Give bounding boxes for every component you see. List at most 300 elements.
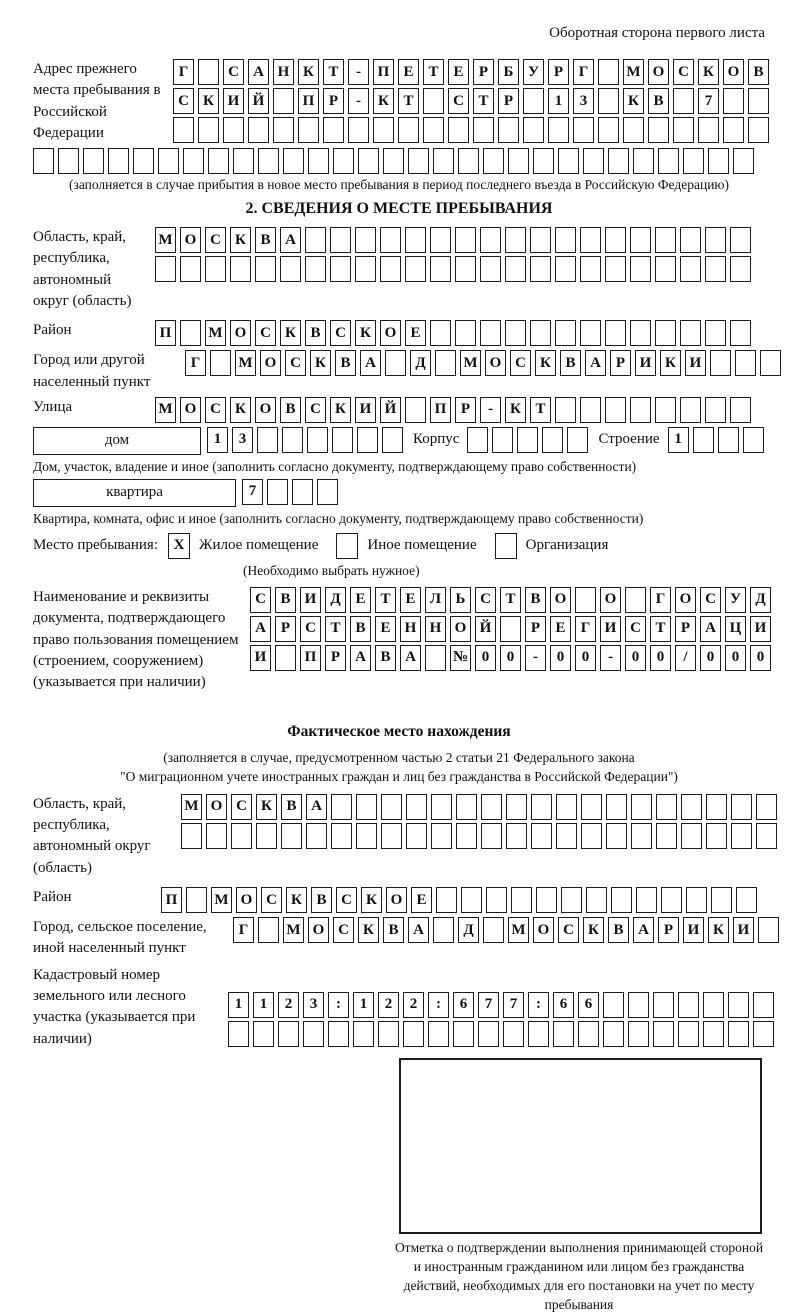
char-box — [257, 427, 278, 453]
char-box — [756, 823, 777, 849]
char-box: Й — [248, 88, 269, 114]
char-box — [731, 794, 752, 820]
char-box: В — [281, 794, 302, 820]
char-box — [542, 427, 563, 453]
char-box — [708, 148, 729, 174]
char-box — [753, 1021, 774, 1047]
char-box: М — [181, 794, 202, 820]
street-label: Улица — [33, 398, 73, 415]
char-box — [381, 823, 402, 849]
char-box — [448, 117, 469, 143]
char-box — [305, 256, 326, 282]
char-box: Р — [525, 616, 546, 642]
char-box — [756, 794, 777, 820]
char-box — [486, 887, 507, 913]
char-box: 6 — [553, 992, 574, 1018]
char-box: Д — [410, 350, 431, 376]
char-box — [473, 117, 494, 143]
char-box — [356, 794, 377, 820]
char-box: К — [256, 794, 277, 820]
char-box: П — [300, 645, 321, 671]
char-box — [267, 479, 288, 505]
char-box — [498, 117, 519, 143]
char-box — [357, 427, 378, 453]
stay-type-label: Место пребывания: — [33, 537, 158, 554]
char-box: С — [333, 917, 354, 943]
char-box: Р — [323, 88, 344, 114]
char-box: Ь — [450, 587, 471, 613]
char-box: 0 — [550, 645, 571, 671]
char-box — [380, 227, 401, 253]
char-box: 3 — [573, 88, 594, 114]
apartment-caption: Квартира, комната, офис и иное (заполнить согласно документу, подтверждающему право собственности) — [33, 510, 644, 526]
char-box: - — [480, 397, 501, 423]
char-box — [603, 1021, 624, 1047]
char-box — [356, 823, 377, 849]
char-box — [380, 256, 401, 282]
char-box: С — [336, 887, 357, 913]
char-box — [630, 256, 651, 282]
char-box — [598, 117, 619, 143]
char-box — [706, 794, 727, 820]
char-box — [382, 427, 403, 453]
region-row-2 — [155, 256, 751, 282]
char-box — [681, 794, 702, 820]
korpus-label: Корпус — [413, 430, 460, 447]
char-box — [693, 427, 714, 453]
char-box — [58, 148, 79, 174]
char-box: К — [355, 320, 376, 346]
char-box — [406, 794, 427, 820]
char-box: Е — [375, 616, 396, 642]
char-box — [186, 887, 207, 913]
char-box: Д — [325, 587, 346, 613]
char-box: 1 — [668, 427, 689, 453]
char-box — [705, 227, 726, 253]
char-box — [481, 794, 502, 820]
char-box: И — [683, 917, 704, 943]
char-box — [703, 992, 724, 1018]
char-box — [455, 320, 476, 346]
char-box — [530, 256, 551, 282]
cadastral-row-1 — [228, 992, 774, 1018]
char-box — [683, 148, 704, 174]
char-box: : — [528, 992, 549, 1018]
char-box: Ц — [725, 616, 746, 642]
char-box: К — [361, 887, 382, 913]
char-box — [355, 227, 376, 253]
char-box: : — [328, 992, 349, 1018]
char-box: 3 — [303, 992, 324, 1018]
stroenie-label: Строение — [598, 430, 660, 447]
char-box — [753, 992, 774, 1018]
char-box — [406, 823, 427, 849]
char-box: 7 — [242, 479, 263, 505]
char-box: О — [485, 350, 506, 376]
char-box — [431, 823, 452, 849]
char-box: К — [298, 59, 319, 85]
char-box — [555, 227, 576, 253]
char-box: К — [230, 397, 251, 423]
city-row — [185, 350, 781, 376]
char-box: О — [180, 397, 201, 423]
char-box — [255, 256, 276, 282]
char-box: Д — [750, 587, 771, 613]
char-box: В — [305, 320, 326, 346]
char-box: : — [428, 992, 449, 1018]
char-box — [405, 256, 426, 282]
char-box: У — [725, 587, 746, 613]
actual-district-block — [33, 887, 765, 913]
char-box: 2 — [278, 992, 299, 1018]
char-box: П — [430, 397, 451, 423]
char-box — [108, 148, 129, 174]
char-box: К — [698, 59, 719, 85]
char-box — [508, 148, 529, 174]
char-box — [511, 887, 532, 913]
char-box: К — [286, 887, 307, 913]
char-box: С — [330, 320, 351, 346]
char-box — [282, 427, 303, 453]
char-box — [748, 88, 769, 114]
char-box: К — [330, 397, 351, 423]
char-box — [233, 148, 254, 174]
confirmation-stamp-box — [399, 1058, 762, 1234]
char-box: Т — [530, 397, 551, 423]
char-box — [605, 256, 626, 282]
char-box: С — [625, 616, 646, 642]
char-box: М — [211, 887, 232, 913]
char-box: С — [205, 397, 226, 423]
char-box — [461, 887, 482, 913]
char-box: К — [505, 397, 526, 423]
char-box — [718, 427, 739, 453]
char-box — [517, 427, 538, 453]
char-box — [605, 397, 626, 423]
char-box — [531, 794, 552, 820]
char-box: С — [558, 917, 579, 943]
char-box — [278, 1021, 299, 1047]
char-box — [483, 148, 504, 174]
char-box — [480, 227, 501, 253]
char-box — [580, 320, 601, 346]
char-box: П — [155, 320, 176, 346]
char-box: И — [300, 587, 321, 613]
char-box — [730, 227, 751, 253]
char-box: 1 — [253, 992, 274, 1018]
char-box: Т — [323, 59, 344, 85]
char-box: О — [206, 794, 227, 820]
char-box: В — [525, 587, 546, 613]
char-box — [723, 88, 744, 114]
char-box — [656, 823, 677, 849]
char-box — [455, 227, 476, 253]
char-box — [223, 117, 244, 143]
char-box: 1 — [548, 88, 569, 114]
char-box: Е — [405, 320, 426, 346]
char-box — [581, 823, 602, 849]
char-box — [423, 88, 444, 114]
document-row-3 — [250, 645, 771, 671]
korpus-row — [467, 427, 588, 453]
actual-location-caption-1: (заполняется в случае, предусмотренном частью 2 статьи 21 Федерального закона — [163, 750, 635, 766]
char-box — [83, 148, 104, 174]
char-box — [655, 227, 676, 253]
char-box: Т — [473, 88, 494, 114]
stay-type-hint: (Необходимо выбрать нужное) — [243, 562, 420, 578]
char-box — [648, 117, 669, 143]
char-box: О — [230, 320, 251, 346]
char-box — [173, 117, 194, 143]
char-box: О — [386, 887, 407, 913]
char-box: С — [261, 887, 282, 913]
char-box: М — [508, 917, 529, 943]
char-box: Е — [550, 616, 571, 642]
char-box — [180, 320, 201, 346]
char-box: С — [300, 616, 321, 642]
house-type-box: дом — [33, 427, 201, 455]
char-box: О — [533, 917, 554, 943]
char-box — [523, 88, 544, 114]
char-box: Т — [650, 616, 671, 642]
char-box — [348, 117, 369, 143]
char-box: С — [510, 350, 531, 376]
char-box — [598, 88, 619, 114]
char-box — [133, 148, 154, 174]
char-box — [328, 1021, 349, 1047]
char-box — [705, 397, 726, 423]
char-box — [555, 397, 576, 423]
char-box: А — [400, 645, 421, 671]
char-box — [680, 320, 701, 346]
char-box — [480, 320, 501, 346]
char-box: Р — [275, 616, 296, 642]
char-box: И — [355, 397, 376, 423]
prev-address-row-1 — [173, 59, 769, 85]
char-box: Е — [400, 587, 421, 613]
char-box: С — [700, 587, 721, 613]
char-box: О — [180, 227, 201, 253]
char-box: А — [350, 645, 371, 671]
char-box: О — [648, 59, 669, 85]
char-box — [706, 823, 727, 849]
char-box — [730, 320, 751, 346]
char-box — [628, 1021, 649, 1047]
char-box — [758, 917, 779, 943]
char-box — [355, 256, 376, 282]
char-box: К — [358, 917, 379, 943]
char-box — [298, 117, 319, 143]
district-label: Район — [33, 322, 72, 339]
char-box — [653, 992, 674, 1018]
char-box: Д — [458, 917, 479, 943]
char-box — [456, 823, 477, 849]
prev-address-label: Адрес прежнего места пребывания в Российской Федерации — [33, 61, 161, 141]
char-box — [573, 117, 594, 143]
char-box: Г — [173, 59, 194, 85]
cadastral-row-2 — [228, 1021, 774, 1047]
char-box: Л — [425, 587, 446, 613]
char-box: В — [748, 59, 769, 85]
char-box — [308, 148, 329, 174]
char-box — [625, 587, 646, 613]
char-box — [500, 616, 521, 642]
char-box — [633, 148, 654, 174]
char-box — [198, 59, 219, 85]
char-box — [680, 256, 701, 282]
house-line — [33, 427, 765, 455]
char-box — [606, 794, 627, 820]
char-box — [556, 823, 577, 849]
char-box — [530, 320, 551, 346]
char-box: С — [250, 587, 271, 613]
char-box — [630, 227, 651, 253]
char-box — [536, 887, 557, 913]
char-box — [280, 256, 301, 282]
char-box — [548, 117, 569, 143]
char-box — [578, 1021, 599, 1047]
char-box: Т — [500, 587, 521, 613]
char-box: Р — [473, 59, 494, 85]
char-box — [605, 227, 626, 253]
char-box — [398, 117, 419, 143]
char-box: А — [700, 616, 721, 642]
char-box: Р — [548, 59, 569, 85]
char-box — [580, 256, 601, 282]
actual-region-label: Область, край, республика, автономный округ (область) — [33, 795, 151, 876]
char-box — [658, 148, 679, 174]
char-box: И — [223, 88, 244, 114]
char-box: К — [230, 227, 251, 253]
char-box: 1 — [353, 992, 374, 1018]
char-box — [631, 823, 652, 849]
option-organization-label: Организация — [525, 537, 609, 554]
char-box — [208, 148, 229, 174]
char-box — [480, 256, 501, 282]
region-rows — [155, 227, 751, 282]
char-box — [258, 917, 279, 943]
actual-region-row-2 — [181, 823, 777, 849]
char-box: М — [460, 350, 481, 376]
stay-type-line — [33, 533, 765, 559]
char-box — [307, 427, 328, 453]
char-box: А — [250, 616, 271, 642]
char-box — [292, 479, 313, 505]
checkbox-residential: X — [168, 533, 190, 559]
char-box — [230, 256, 251, 282]
char-box: 7 — [503, 992, 524, 1018]
char-box — [558, 148, 579, 174]
char-box: Е — [398, 59, 419, 85]
char-box: К — [623, 88, 644, 114]
apartment-line — [33, 479, 765, 507]
char-box — [180, 256, 201, 282]
char-box — [333, 148, 354, 174]
char-box — [505, 256, 526, 282]
char-box: О — [675, 587, 696, 613]
char-box — [656, 794, 677, 820]
char-box: А — [633, 917, 654, 943]
char-box: С — [673, 59, 694, 85]
char-box: Й — [475, 616, 496, 642]
char-box: М — [235, 350, 256, 376]
char-box — [678, 1021, 699, 1047]
char-box: Г — [573, 59, 594, 85]
char-box — [198, 117, 219, 143]
char-box: 7 — [478, 992, 499, 1018]
document-row-2 — [250, 616, 771, 642]
house-number-row — [207, 427, 403, 453]
char-box — [730, 397, 751, 423]
char-box: О — [600, 587, 621, 613]
char-box — [506, 823, 527, 849]
cadastral-rows — [228, 992, 774, 1047]
char-box: 0 — [625, 645, 646, 671]
char-box: С — [223, 59, 244, 85]
char-box — [723, 117, 744, 143]
char-box — [33, 148, 54, 174]
char-box: 0 — [650, 645, 671, 671]
char-box: М — [283, 917, 304, 943]
char-box: А — [585, 350, 606, 376]
char-box: О — [450, 616, 471, 642]
char-box — [581, 794, 602, 820]
char-box — [281, 823, 302, 849]
char-box: А — [306, 794, 327, 820]
char-box: Р — [498, 88, 519, 114]
char-box — [430, 320, 451, 346]
char-box — [680, 397, 701, 423]
char-box: 0 — [575, 645, 596, 671]
char-box: В — [275, 587, 296, 613]
char-box — [206, 823, 227, 849]
char-box — [760, 350, 781, 376]
char-box: К — [280, 320, 301, 346]
prev-address-row-2 — [173, 88, 769, 114]
char-box — [183, 148, 204, 174]
char-box — [575, 587, 596, 613]
char-box: О — [550, 587, 571, 613]
char-box — [681, 823, 702, 849]
stroenie-row — [668, 427, 764, 453]
char-box: И — [685, 350, 706, 376]
char-box — [606, 823, 627, 849]
actual-location-caption-2: "О миграционном учете иностранных граждан и лиц без гражданства в Российской Федерации") — [120, 768, 678, 784]
char-box — [533, 148, 554, 174]
char-box — [608, 148, 629, 174]
char-box — [553, 1021, 574, 1047]
char-box — [611, 887, 632, 913]
char-box: 1 — [228, 992, 249, 1018]
cadastral-block — [33, 965, 765, 1050]
char-box — [680, 227, 701, 253]
char-box: К — [583, 917, 604, 943]
char-box — [630, 397, 651, 423]
char-box — [703, 1021, 724, 1047]
char-box — [478, 1021, 499, 1047]
char-box: П — [161, 887, 182, 913]
char-box: Г — [575, 616, 596, 642]
option-residential-label: Жилое помещение — [199, 537, 319, 554]
char-box: 0 — [700, 645, 721, 671]
char-box — [425, 645, 446, 671]
apartment-number-row — [242, 479, 338, 505]
char-box: Г — [233, 917, 254, 943]
char-box: М — [155, 227, 176, 253]
char-box — [431, 794, 452, 820]
char-box — [273, 88, 294, 114]
char-box — [686, 887, 707, 913]
